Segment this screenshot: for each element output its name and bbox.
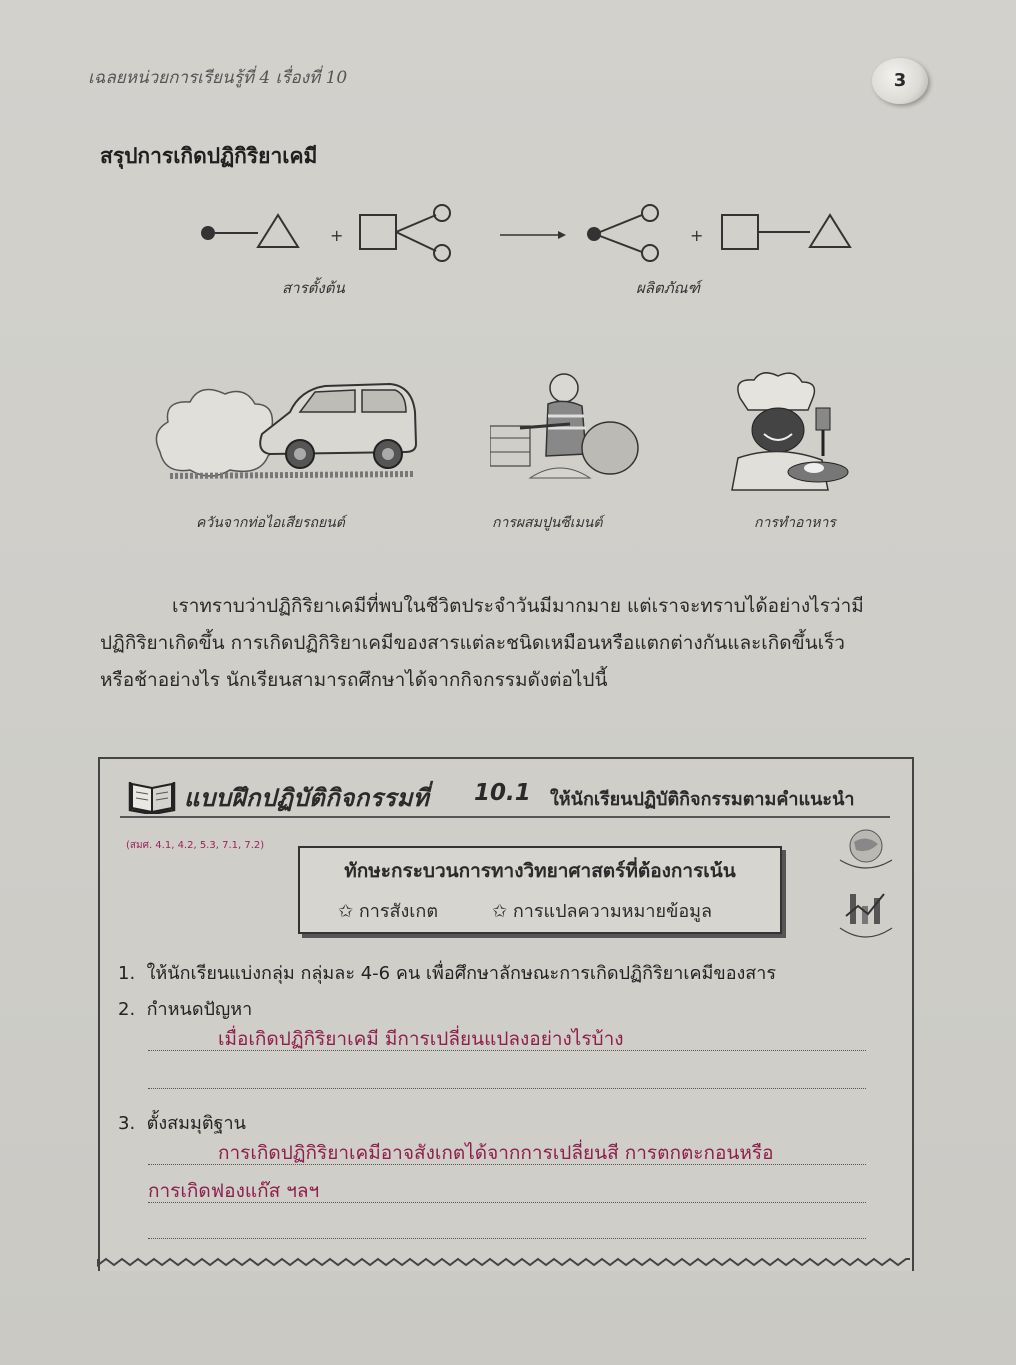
- page-number-badge: 3: [872, 58, 928, 104]
- answer-line: [148, 1238, 866, 1239]
- standards-code: (สมศ. 4.1, 4.2, 5.3, 7.1, 7.2): [126, 840, 265, 851]
- star-icon: ✩: [492, 901, 508, 922]
- activity-item: [118, 1108, 246, 1137]
- products-label: ผลิตภัณฑ์: [636, 279, 700, 297]
- book-icon: [128, 776, 178, 814]
- atom-square: [360, 215, 396, 249]
- paragraph-line: เราทราบว่าปฏิกิริยาเคมีที่พบในชีวิตประจำวันมีมากมาย แต่เราจะทราบได้อย่างไรว่ามี: [172, 595, 864, 617]
- item-text: ให้นักเรียนแบ่งกลุ่ม กลุ่มละ 4-6 คน เพื่อศึกษาลักษณะการเกิดปฏิกิริยาเคมีของสาร: [146, 963, 777, 984]
- answer-line: [148, 1202, 866, 1203]
- plus-sign: +: [330, 226, 344, 245]
- item-number: 1.: [118, 963, 136, 984]
- atom-circle: [642, 205, 658, 221]
- answer-line: [148, 1164, 866, 1165]
- illustration-caption: ควันจากท่อไอเสียรถยนต์: [196, 515, 345, 531]
- atom-circle: [434, 205, 450, 221]
- atom-square: [722, 215, 758, 249]
- activity-item: [118, 958, 776, 987]
- divider: [120, 816, 890, 818]
- paragraph-line: หรือช้าอย่างไร นักเรียนสามารถศึกษาได้จากกิจกรรมดังต่อไปนี้: [100, 669, 608, 691]
- item-text: กำหนดปัญหา: [146, 999, 253, 1020]
- atom-dot: [587, 227, 601, 241]
- section-title: สรุปการเกิดปฏิกิริยาเคมี: [100, 144, 318, 168]
- answer-line: [148, 1050, 866, 1051]
- item-number: 2.: [118, 999, 136, 1020]
- skills-title: ทักษะกระบวนการทางวิทยาศาสตร์ที่ต้องการเน้น: [344, 860, 736, 882]
- atom-circle: [642, 245, 658, 261]
- illustration-caption: การผสมปูนซีเมนต์: [492, 515, 603, 531]
- activity-number: 10.1: [474, 780, 531, 806]
- reactants-label: สารตั้งต้น: [282, 279, 345, 297]
- activity-item: [118, 994, 252, 1023]
- atom-circle: [434, 245, 450, 261]
- skill-label: การสังเกต: [358, 901, 439, 922]
- activity-title: แบบฝึกปฏิบัติกิจกรรมที่: [184, 784, 430, 812]
- header-title: เฉลยหน่วยการเรียนรู้ที่ 4 เรื่องที่ 10: [88, 68, 348, 88]
- skill-item: [492, 896, 712, 925]
- wavy-border: [96, 1255, 912, 1273]
- atom-triangle: [810, 215, 850, 247]
- car-exhaust-illustration: [150, 372, 420, 492]
- skills-box: [298, 846, 782, 934]
- atom-triangle: [258, 215, 298, 247]
- answer-line: [148, 1088, 866, 1089]
- chef-cooking-illustration: [718, 368, 858, 493]
- item-text: ตั้งสมมุติฐาน: [146, 1113, 246, 1134]
- illustration-caption: การทำอาหาร: [754, 515, 836, 531]
- plus-sign: +: [690, 226, 704, 245]
- answer-text: การเกิดปฏิกิริยาเคมีอาจสังเกตได้จากการเปลี่ยนสี การตกตะกอนหรือ: [218, 1142, 774, 1164]
- activity-instruction: ให้นักเรียนปฏิบัติกิจกรรมตามคำแนะนำ: [550, 789, 855, 810]
- paragraph-line: ปฏิกิริยาเกิดขึ้น การเกิดปฏิกิริยาเคมีของสารแต่ละชนิดเหมือนหรือแตกต่างกันและเกิดขึ้นเร็ว: [100, 632, 845, 654]
- skill-item: [338, 896, 438, 925]
- growth-chart-icon: [836, 884, 896, 944]
- atom-dot: [201, 226, 215, 240]
- star-icon: ✩: [338, 901, 354, 922]
- globe-badge-icon: [836, 824, 896, 874]
- intro-paragraph: [100, 588, 920, 699]
- item-number: 3.: [118, 1113, 136, 1134]
- cement-mixing-illustration: [490, 366, 640, 486]
- answer-text: การเกิดฟองแก๊ส ฯลฯ: [148, 1180, 320, 1202]
- answer-text: เมื่อเกิดปฏิกิริยาเคมี มีการเปลี่ยนแปลงอย่างไรบ้าง: [218, 1028, 624, 1050]
- skill-label: การแปลความหมายข้อมูล: [512, 901, 713, 922]
